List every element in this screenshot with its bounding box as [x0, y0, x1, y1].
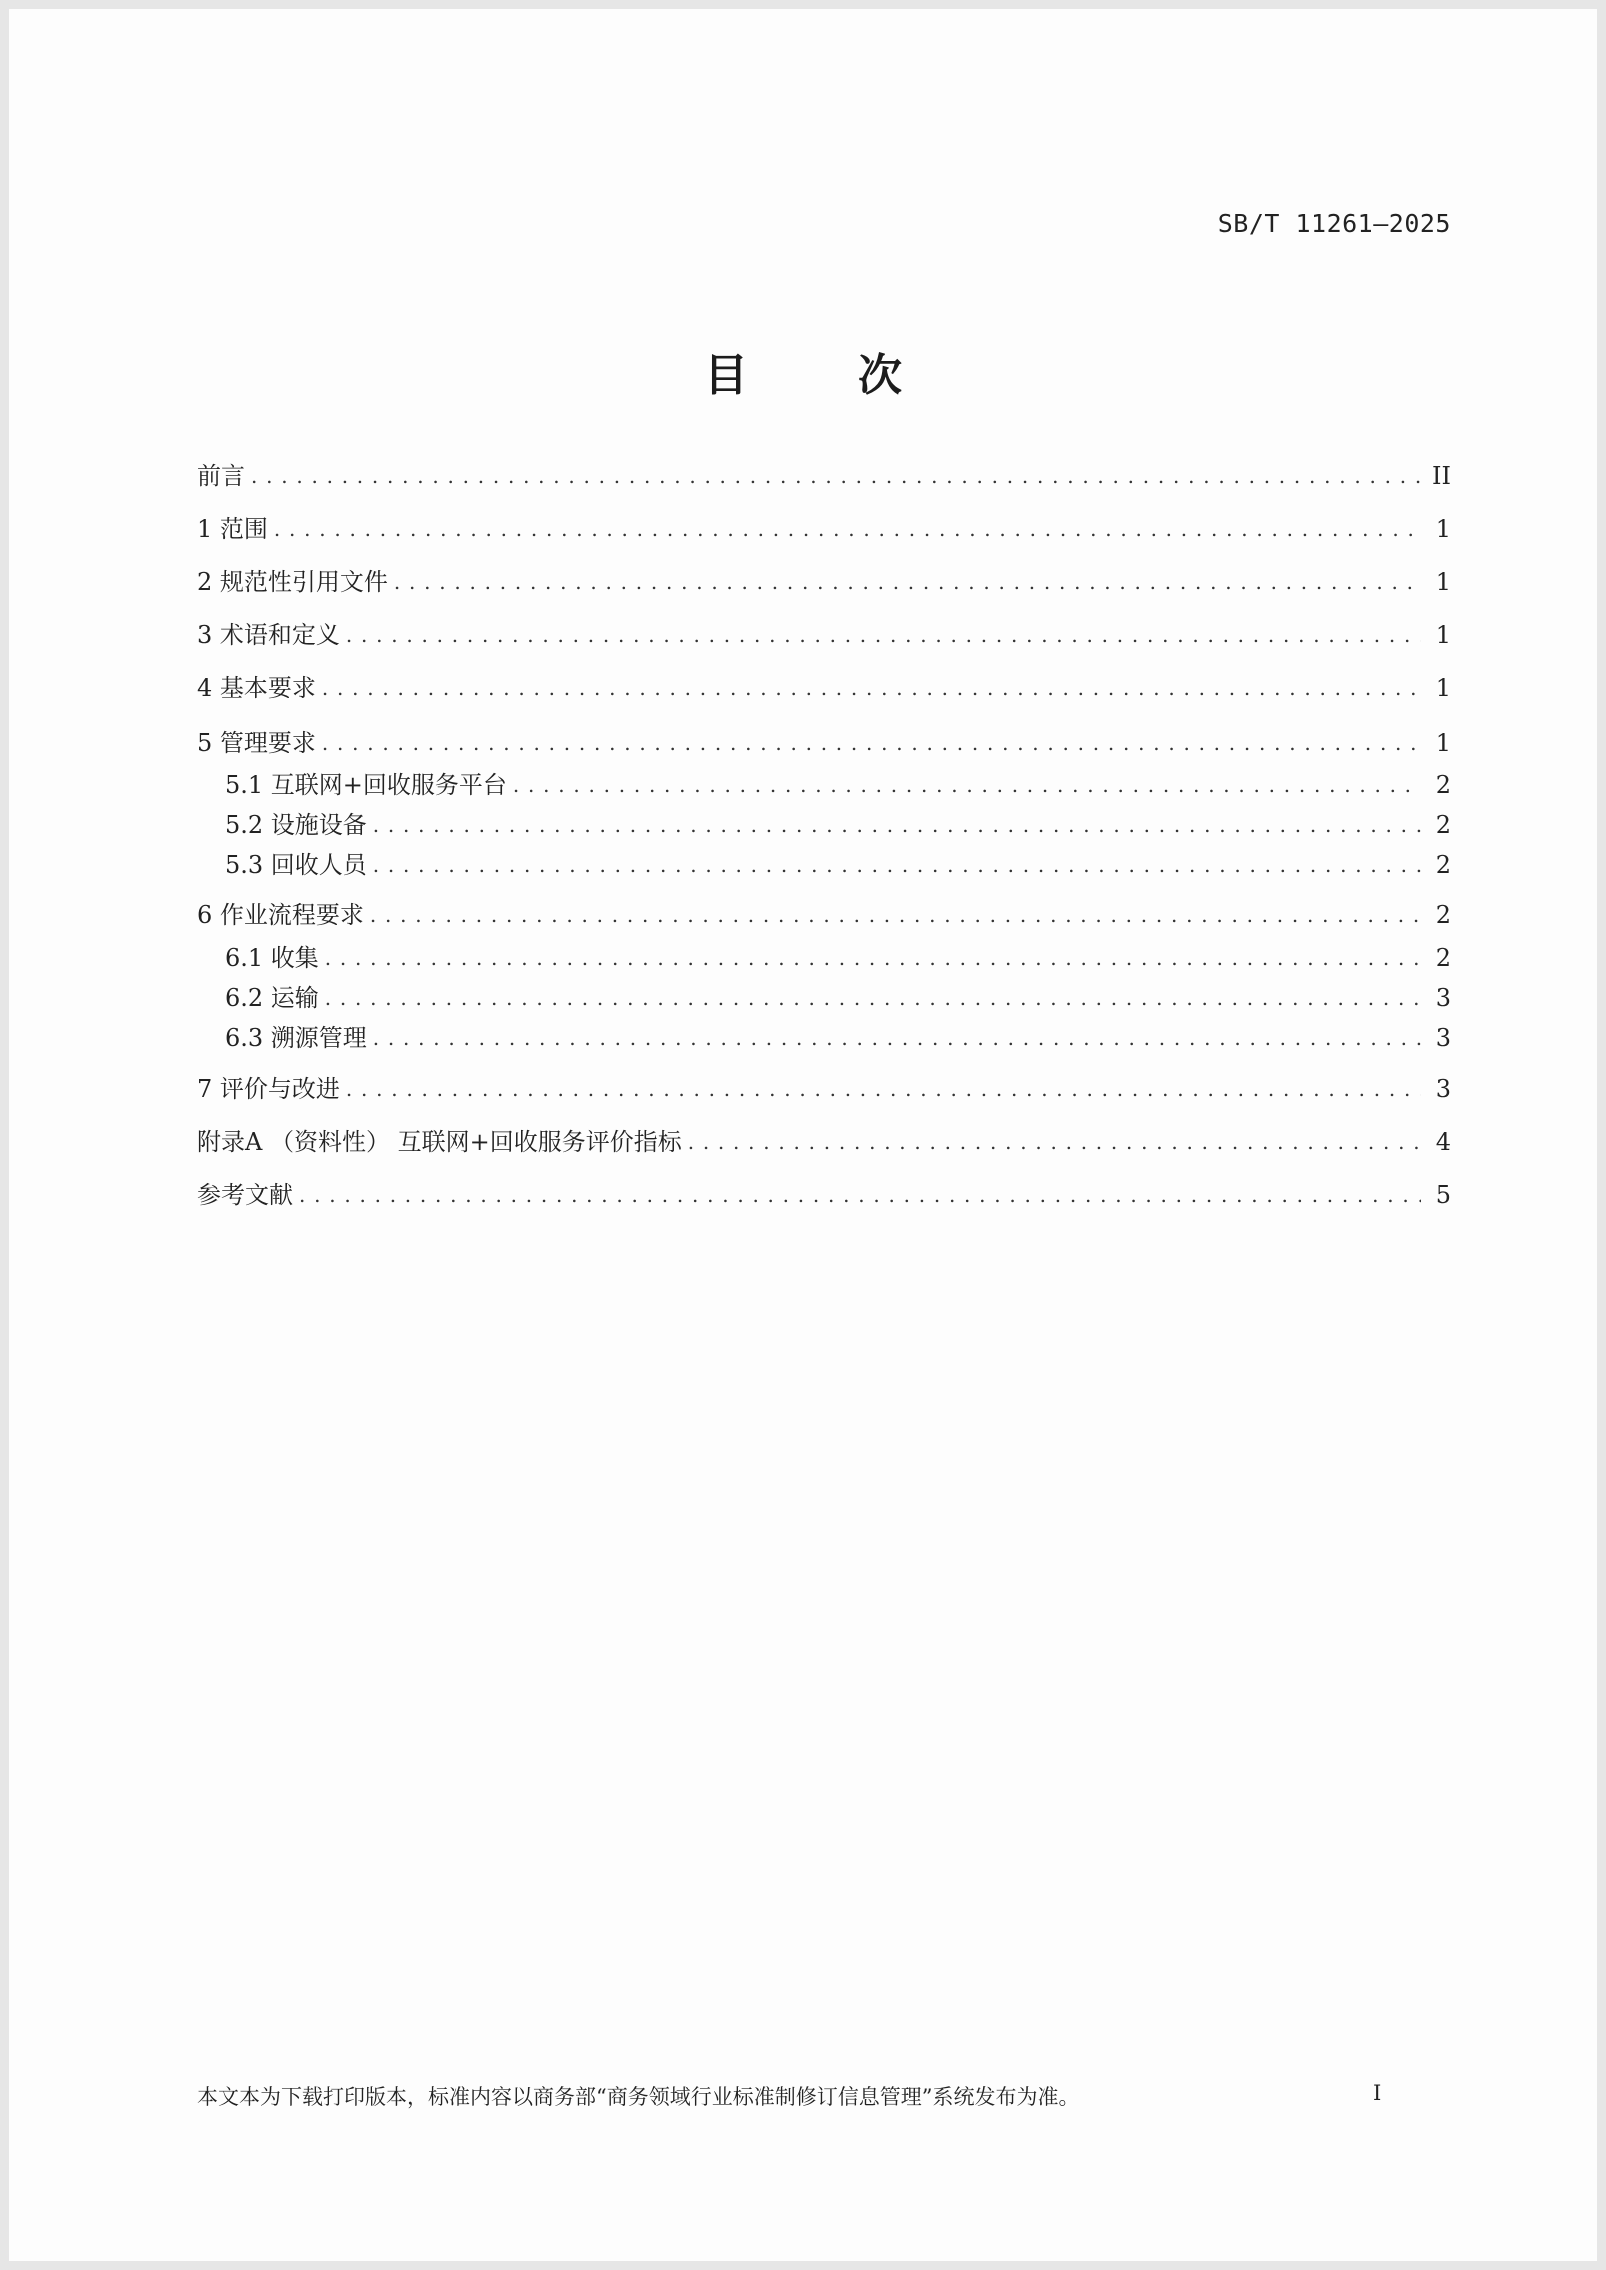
toc-label: 4 基本要求	[197, 674, 316, 702]
toc-page-number: 2	[1435, 901, 1451, 929]
toc-label: 3 术语和定义	[197, 621, 340, 649]
toc-entry-6-1[interactable]	[225, 941, 1451, 975]
document-code: SB/T 11261—2025	[1217, 209, 1451, 238]
toc-leader-dots	[373, 1021, 1421, 1055]
toc-page-number: 1	[1435, 568, 1451, 596]
toc-entry-5-3[interactable]	[225, 848, 1451, 882]
toc-page-number: 1	[1435, 515, 1451, 543]
toc-label: 6.1 收集	[225, 944, 319, 972]
toc-leader-dots	[322, 726, 1421, 760]
toc-label: 5.1 互联网+回收服务平台	[225, 771, 507, 799]
toc-label: 参考文献	[197, 1181, 293, 1209]
toc-entry-terms-definitions[interactable]	[197, 618, 1451, 652]
toc-entry-evaluation-improvement[interactable]	[197, 1072, 1451, 1106]
toc-page-number: 3	[1435, 984, 1451, 1012]
toc-page-number: 4	[1435, 1128, 1451, 1156]
toc-label: 1 范围	[197, 515, 268, 543]
toc-page-number: 1	[1435, 729, 1451, 757]
page-title	[9, 339, 1597, 403]
toc-page-number: 2	[1435, 811, 1451, 839]
toc-page-number: 2	[1435, 851, 1451, 879]
footer-page-number: I	[1373, 2081, 1382, 2105]
toc-entry-basic-requirements[interactable]	[197, 671, 1451, 705]
toc-label: 6.3 溯源管理	[225, 1024, 367, 1052]
toc-page-number: II	[1432, 462, 1451, 490]
toc-label: 6 作业流程要求	[197, 901, 364, 929]
toc-leader-dots	[251, 459, 1421, 493]
toc-entry-normative-references[interactable]	[197, 565, 1451, 599]
toc-entry-5-2[interactable]	[225, 808, 1451, 842]
toc-page-number: 2	[1435, 771, 1451, 799]
toc-entry-scope[interactable]	[197, 512, 1451, 546]
toc-leader-dots	[373, 848, 1421, 882]
toc-label: 5 管理要求	[197, 729, 316, 757]
toc-label: 前言	[197, 462, 245, 490]
toc-entry-bibliography[interactable]	[197, 1178, 1451, 1212]
toc-page-number: 3	[1435, 1075, 1451, 1103]
toc-leader-dots	[394, 565, 1421, 599]
toc-leader-dots	[346, 618, 1421, 652]
footer-disclaimer: 本文本为下载打印版本，标准内容以商务部“商务领域行业标准制修订信息管理”系统发布为准。	[197, 2085, 1080, 2109]
toc-entry-workflow-requirements[interactable]	[197, 898, 1451, 932]
toc-page-number: 2	[1435, 944, 1451, 972]
toc-leader-dots	[325, 981, 1421, 1015]
toc-page-number: 3	[1435, 1024, 1451, 1052]
title-char-2: 次	[858, 350, 902, 401]
toc-label: 附录A （资料性） 互联网+回收服务评价指标	[197, 1128, 682, 1156]
toc-leader-dots	[373, 808, 1421, 842]
toc-label: 2 规范性引用文件	[197, 568, 388, 596]
title-char-1: 目	[704, 350, 748, 401]
toc-page-number: 5	[1435, 1181, 1451, 1209]
toc-page-number: 1	[1435, 674, 1451, 702]
toc-entry-6-3[interactable]	[225, 1021, 1451, 1055]
toc-entry-appendix-a[interactable]	[197, 1125, 1451, 1159]
toc-leader-dots	[322, 671, 1421, 705]
toc-label: 7 评价与改进	[197, 1075, 340, 1103]
toc-leader-dots	[325, 941, 1421, 975]
toc-label: 5.2 设施设备	[225, 811, 367, 839]
toc-entry-foreword[interactable]	[197, 459, 1451, 493]
toc-leader-dots	[688, 1125, 1421, 1159]
toc-leader-dots	[274, 512, 1421, 546]
toc-leader-dots	[299, 1178, 1421, 1212]
document-page	[9, 9, 1597, 2261]
toc-leader-dots	[370, 898, 1421, 932]
toc-label: 6.2 运输	[225, 984, 319, 1012]
toc-leader-dots	[346, 1072, 1421, 1106]
toc-leader-dots	[513, 768, 1421, 802]
toc-entry-5-1[interactable]	[225, 768, 1451, 802]
toc-entry-management-requirements[interactable]	[197, 726, 1451, 760]
toc-label: 5.3 回收人员	[225, 851, 367, 879]
toc-entry-6-2[interactable]	[225, 981, 1451, 1015]
toc-page-number: 1	[1435, 621, 1451, 649]
